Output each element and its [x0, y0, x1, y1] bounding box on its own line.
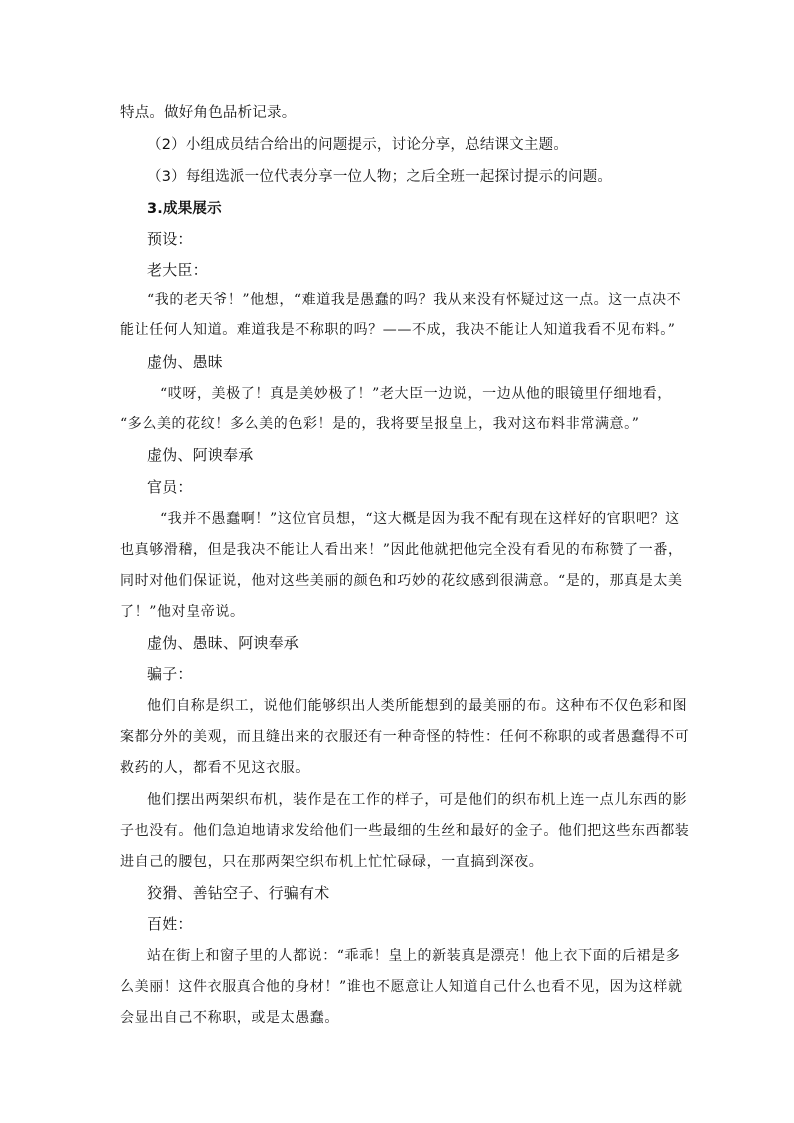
quote-line: “哎呀，美极了！真是美妙极了！”老大臣一边说，一边从他的眼镜里仔细地看， [160, 386, 672, 402]
text-line: 预设： [147, 230, 193, 248]
trait-label: 狡猾、善钻空子、行骗有术 [147, 884, 330, 902]
text-line: （3）每组选派一位代表分享一位人物；之后全班一起探讨提示的问题。 [147, 169, 613, 185]
quote-line: 么美丽！这件衣服真合他的身材！”谁也不愿意让人知道自己什么也看不见，因为这样就 [120, 979, 683, 995]
quote-line: 进自己的腰包，只在那两架空织布机上忙忙碌碌，一直搞到深夜。 [120, 854, 544, 870]
quote-line: 案都分外的美观，而且缝出来的衣服还有一种奇怪的特性：任何不称职的或者愚蠢得不可 [120, 729, 690, 745]
text-line: 特点。做好角色品析记录。 [120, 105, 297, 121]
quote-line: 子也没有。他们急迫地请求发给他们一些最细的生丝和最好的金子。他们把这些东西都装 [120, 823, 690, 839]
text-line: （2）小组成员结合给出的问题提示，讨论分享，总结课文主题。 [147, 137, 569, 153]
quote-line: 救药的人，都看不见这衣服。 [120, 760, 310, 776]
quote-line: 能让任何人知道。难道我是不称职的吗？——不成，我决不能让人知道我看不见布料。” [120, 322, 676, 338]
role-label: 官员： [147, 478, 193, 496]
quote-line: 了！”他对皇帝说。 [120, 604, 245, 620]
quote-line: 也真够滑稽，但是我决不能让人看出来！”因此他就把他完全没有看见的布称赞了一番， [120, 542, 683, 558]
quote-line: “我的老天爷！”他想，“难道我是愚蠢的吗？我从来没有怀疑过这一点。这一点决不 [147, 292, 682, 308]
role-label: 百姓： [147, 915, 193, 933]
quote-line: 站在街上和窗子里的人都说：“乖乖！皇上的新装真是漂亮！他上衣下面的后裙是多 [147, 948, 681, 964]
trait-label: 虚伪、阿谀奉承 [147, 446, 254, 464]
section-heading: 3.成果展示 [147, 201, 222, 217]
quote-line: 同时对他们保证说，他对这些美丽的颜色和巧妙的花纹感到很满意。“是的，那真是太美 [120, 573, 683, 589]
quote-line: “我并不愚蠢啊！”这位官员想，“这大概是因为我不配有现在这样好的官职吧？这 [160, 511, 680, 527]
quote-line: 他们摆出两架织布机，装作是在工作的样子，可是他们的织布机上连一点儿东西的影 [147, 792, 688, 808]
quote-line: 会显出自己不称职，或是太愚蠢。 [120, 1010, 339, 1026]
role-label: 骗子： [147, 665, 193, 683]
trait-label: 虚伪、愚昧、阿谀奉承 [147, 634, 300, 652]
role-label: 老大臣： [147, 261, 208, 279]
quote-line: “多么美的花纹！多么美的色彩！是的，我将要呈报皇上，我对这布料非常满意。” [120, 416, 640, 432]
trait-label: 虚伪、愚昧 [147, 353, 224, 371]
quote-line: 他们自称是织工，说他们能够织出人类所能想到的最美丽的布。这种布不仅色彩和图 [147, 698, 688, 714]
